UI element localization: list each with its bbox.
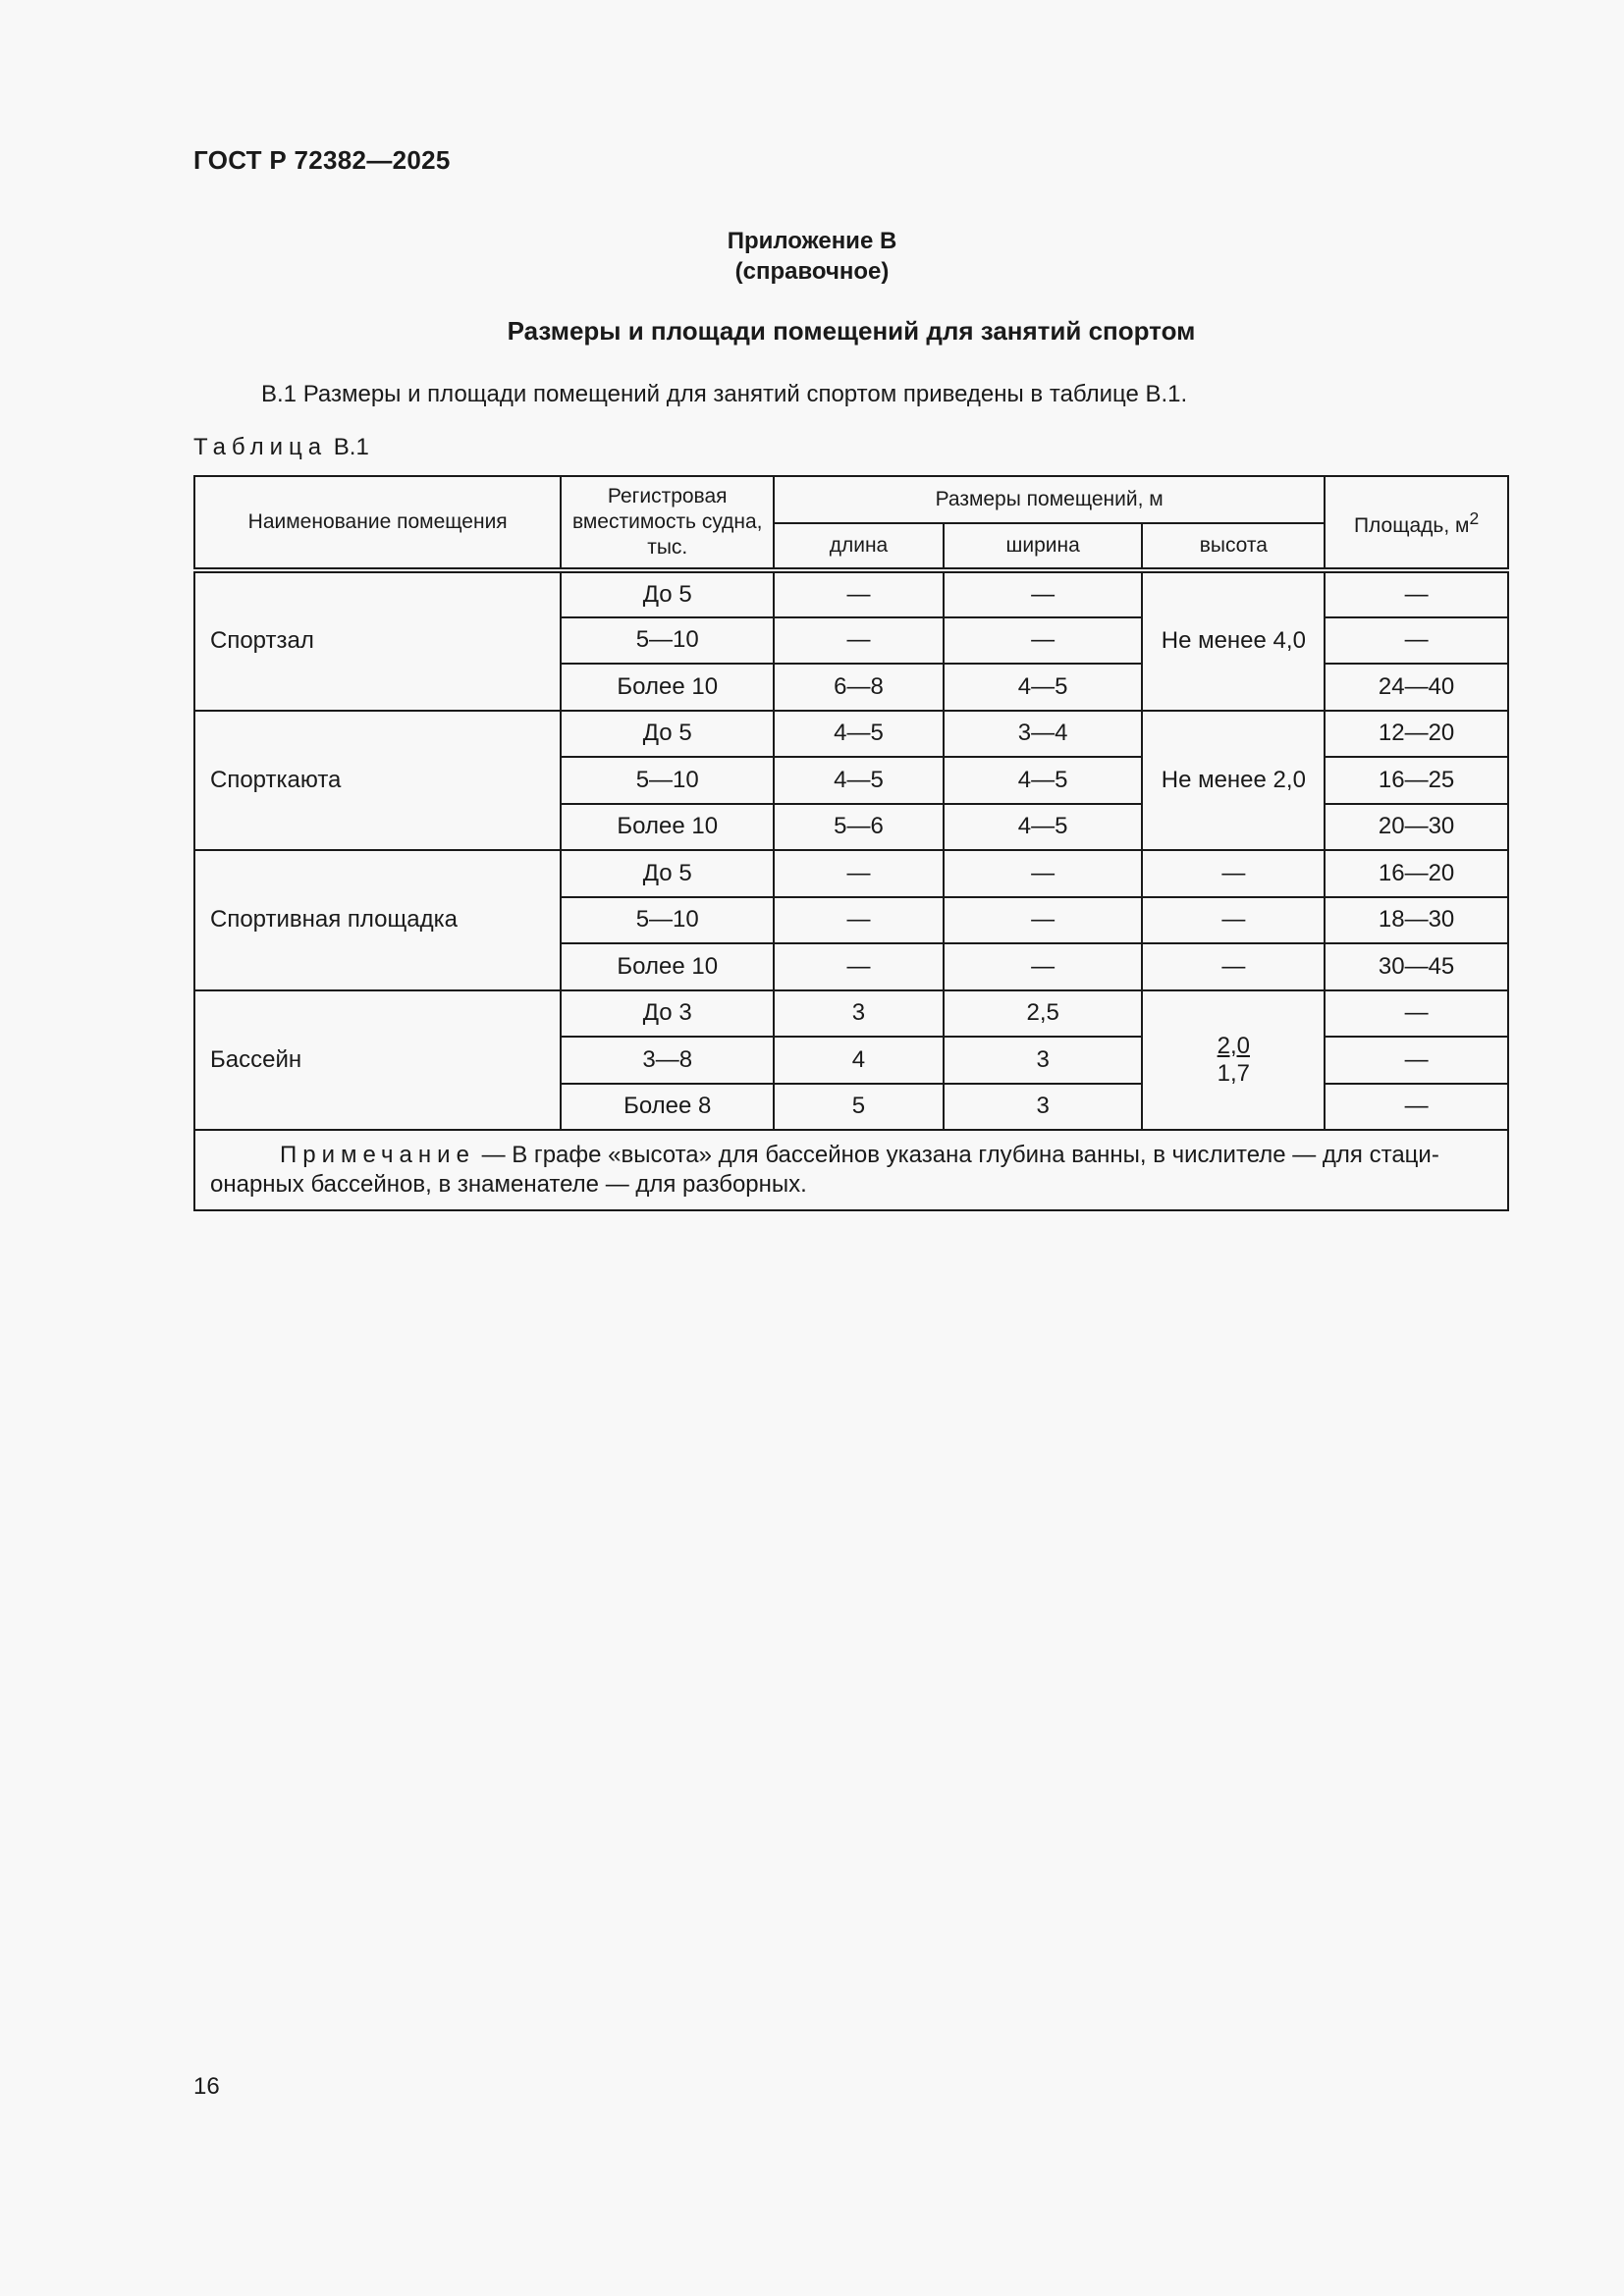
cell-capacity: Более 10 [561, 804, 774, 851]
table-caption [193, 434, 369, 461]
cell-width: — [944, 617, 1143, 665]
page-number: 16 [193, 2073, 220, 2100]
table-caption-word: Таблица [193, 434, 328, 460]
cell-area: 12—20 [1325, 711, 1508, 758]
header-area-sup: 2 [1469, 508, 1480, 528]
cell-area: 16—20 [1325, 850, 1508, 897]
cell-height: — [1142, 850, 1325, 897]
cell-width: — [944, 570, 1143, 617]
header-width: ширина [944, 523, 1143, 570]
cell-length: 3 [774, 990, 944, 1038]
header-area-label: Площадь, м [1353, 514, 1470, 537]
cell-length: — [774, 897, 944, 944]
note-label: Примечание [280, 1142, 475, 1168]
cell-area: — [1325, 1037, 1508, 1084]
cell-length: 4—5 [774, 711, 944, 758]
room-name: Спортзал [194, 570, 561, 711]
height-denominator: 1,7 [1217, 1059, 1251, 1087]
cell-height [1142, 990, 1325, 1131]
cell-area: 18—30 [1325, 897, 1508, 944]
cell-area: — [1325, 1084, 1508, 1131]
note-text: — В графе «высота» для бассейнов указана глубина ванны, в числителе — для стаци-онарных бассейнов, в знаменателе — для разборных. [210, 1142, 1439, 1198]
height-fraction [1218, 1033, 1250, 1088]
cell-width: — [944, 897, 1143, 944]
cell-length: — [774, 617, 944, 665]
cell-width: 4—5 [944, 664, 1143, 711]
cell-area: 20—30 [1325, 804, 1508, 851]
cell-capacity: До 5 [561, 570, 774, 617]
cell-width: — [944, 943, 1143, 990]
cell-width: 4—5 [944, 804, 1143, 851]
cell-capacity: 5—10 [561, 757, 774, 804]
cell-capacity: Более 10 [561, 664, 774, 711]
cell-capacity: До 5 [561, 711, 774, 758]
annex-heading: Размеры и площади помещений для занятий спортом [507, 316, 1196, 346]
cell-capacity: 5—10 [561, 617, 774, 665]
cell-length: 4 [774, 1037, 944, 1084]
cell-capacity: Более 10 [561, 943, 774, 990]
cell-length: 4—5 [774, 757, 944, 804]
cell-width: — [944, 850, 1143, 897]
intro-paragraph: В.1 Размеры и площади помещений для занятий спортом приведены в таблице В.1. [261, 381, 1188, 407]
room-name: Спорткаюта [194, 711, 561, 851]
cell-length: 5—6 [774, 804, 944, 851]
cell-capacity: 5—10 [561, 897, 774, 944]
room-name: Спортивная площадка [194, 850, 561, 990]
cell-capacity: До 5 [561, 850, 774, 897]
standard-code: ГОСТ Р 72382—2025 [193, 145, 451, 175]
cell-capacity: Более 8 [561, 1084, 774, 1131]
cell-length: 5 [774, 1084, 944, 1131]
cell-area: — [1325, 990, 1508, 1038]
header-height: высота [1142, 523, 1325, 570]
height-numerator: 2,0 [1217, 1032, 1251, 1059]
header-dimensions: Размеры помещений, м [774, 476, 1325, 523]
cell-width: 2,5 [944, 990, 1143, 1038]
cell-capacity: 3—8 [561, 1037, 774, 1084]
cell-height: — [1142, 897, 1325, 944]
cell-length: — [774, 570, 944, 617]
annex-status: (справочное) [734, 258, 890, 285]
table-row [194, 711, 1508, 758]
sports-rooms-table [193, 475, 1509, 1211]
table-row [194, 990, 1508, 1038]
table-note [194, 1130, 1508, 1210]
cell-width: 3—4 [944, 711, 1143, 758]
cell-capacity: До 3 [561, 990, 774, 1038]
cell-height: Не менее 4,0 [1142, 570, 1325, 711]
header-length: длина [774, 523, 944, 570]
table-row [194, 570, 1508, 617]
cell-height: — [1142, 943, 1325, 990]
annex-title: Приложение В [727, 228, 897, 254]
cell-area: — [1325, 570, 1508, 617]
cell-width: 4—5 [944, 757, 1143, 804]
cell-area: 30—45 [1325, 943, 1508, 990]
header-area [1325, 476, 1508, 570]
room-name: Бассейн [194, 990, 561, 1131]
cell-height: Не менее 2,0 [1142, 711, 1325, 851]
cell-length: 6—8 [774, 664, 944, 711]
table-row [194, 850, 1508, 897]
cell-width: 3 [944, 1084, 1143, 1131]
table-note-row [194, 1130, 1508, 1210]
cell-length: — [774, 850, 944, 897]
cell-area: 16—25 [1325, 757, 1508, 804]
cell-area: — [1325, 617, 1508, 665]
annex-title-block [0, 226, 1624, 287]
header-name: Наименование помещения [194, 476, 561, 570]
table-caption-number: В.1 [333, 434, 369, 460]
cell-length: — [774, 943, 944, 990]
cell-area: 24—40 [1325, 664, 1508, 711]
cell-width: 3 [944, 1037, 1143, 1084]
header-capacity: Регистровая вместимость судна, тыс. [561, 476, 774, 570]
